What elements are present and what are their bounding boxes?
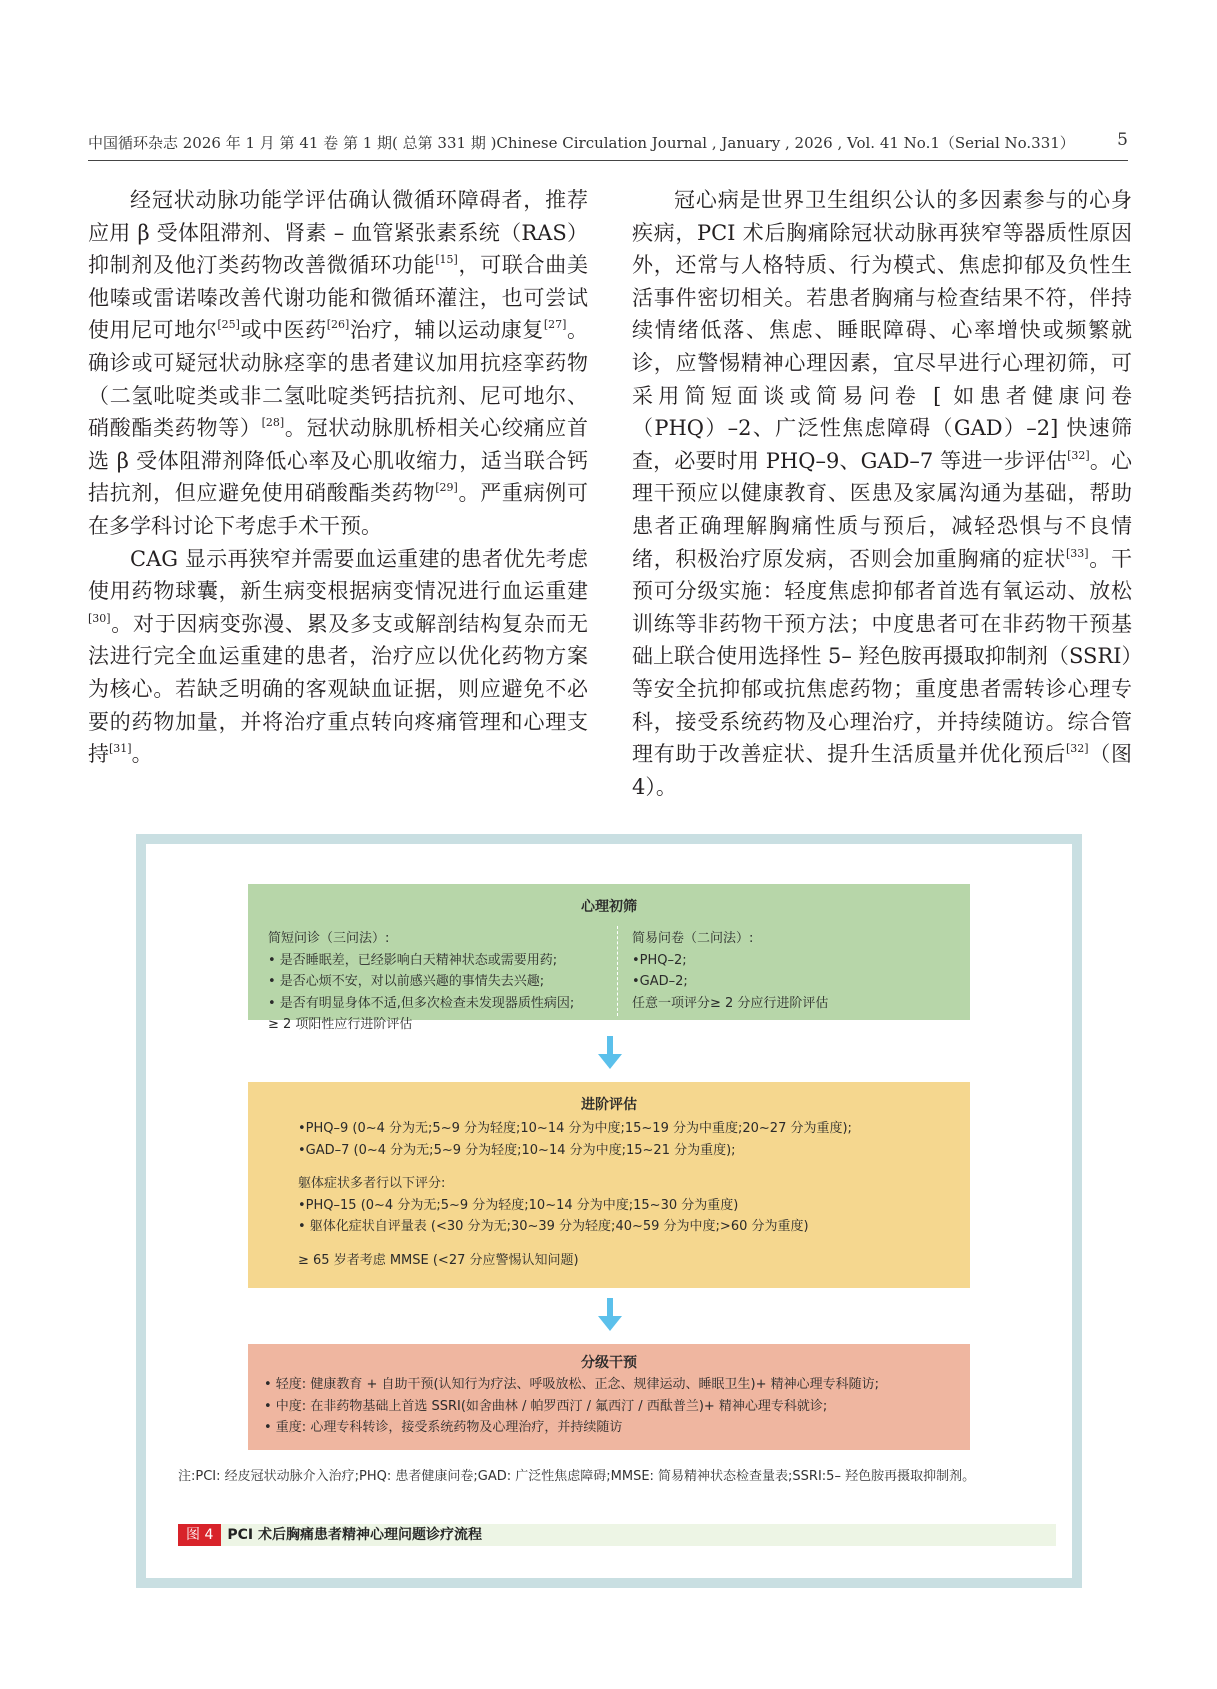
text-run: 治疗，辅以运动康复	[349, 318, 544, 343]
intervention-item-moderate: • 中度: 在非药物基础上首选 SSRI(如舍曲林 / 帕罗西汀 / 氟西汀 / 西酞普兰)+ 精神心理专科就诊;	[264, 1398, 828, 1414]
citation: [32]	[1066, 742, 1089, 756]
down-arrow-icon	[595, 1036, 625, 1070]
right-column	[632, 184, 1132, 803]
citation: [33]	[1066, 546, 1089, 560]
questionnaire-item: •GAD–2;	[632, 974, 688, 989]
screening-box	[248, 884, 970, 1032]
running-head-text: 中国循环杂志 2026 年 1 月 第 41 卷 第 1 期( 总第 331 期 )Chinese Circulation Journal , January , 2026 , Vol. 41 No.1（Serial No.331）	[88, 134, 1075, 152]
screening-title: 心理初筛	[581, 899, 637, 915]
figure-caption	[178, 1524, 1056, 1546]
intervention-item-mild: • 轻度: 健康教育 + 自助干预(认知行为疗法、呼吸放松、正念、规律运动、睡眠卫生)+ 精神心理专科随访;	[264, 1377, 880, 1392]
text-run: 。冠状动脉肌桥相关心绞痛应首选 β 受体阻滞剂降低心率及心肌收缩力，适当联合钙拮抗剂，但应避免使用硝酸酯类药物	[88, 416, 589, 506]
citation: [15]	[435, 253, 458, 267]
advanced-title: 进阶评估	[581, 1097, 637, 1113]
text-run: 。确诊或可疑冠状动脉痉挛的患者建议加用抗痉挛药物（二氢吡啶类或非二氢吡啶类钙拮抗剂、尼可地尔、硝酸酯类药物等）	[88, 318, 589, 441]
citation: [31]	[109, 742, 132, 756]
brief-interview-heading: 简短问诊（三问法）:	[268, 931, 390, 946]
text-run: 。	[131, 742, 153, 767]
right-paragraph-1	[632, 184, 1132, 803]
intervention-body	[264, 1374, 879, 1439]
questionnaire-heading: 简易问卷（二问法）:	[632, 931, 754, 946]
down-arrow-icon	[595, 1298, 625, 1332]
citation: [29]	[435, 481, 458, 495]
text-run: 。心理干预应以健康教育、医患及家属沟通为基础，帮助患者正确理解胸痛性质与预后，减轻恐惧与不良情绪，积极治疗原发病，否则会加重胸痛的症状	[632, 448, 1132, 571]
citation: [32]	[1067, 448, 1090, 462]
text-run: 或中医药	[239, 318, 327, 343]
scale-line: •PHQ–9 (0~4 分为无;5~9 分为轻度;10~14 分为中度;15~19 分为中重度;20~27 分为重度);	[298, 1121, 852, 1136]
left-paragraph-2	[88, 543, 588, 771]
citation: [28]	[261, 416, 285, 430]
graded-intervention-box	[248, 1344, 970, 1450]
text-run: 冠心病是世界卫生组织公认的多因素参与的心身疾病，PCI 术后胸痛除冠状动脉再狭窄等器质性原因外，还常与人格特质、行为模式、焦虑抑郁及负性生活事件密切相关。若患者胸痛与检查结果不符，伴持续情绪低落、焦虑、睡眠障碍、心率增快或频繁就诊，应警惕精神心理因素，宜尽早进行心理初筛，可采用简短面谈或简易问卷 [ 如患者健康问卷（PHQ）–2、广泛性焦虑障碍（GAD）–2] 快速筛查，必要时用 PHQ–9、GAD–7 等进一步评估	[632, 188, 1132, 473]
left-paragraph-1	[88, 184, 588, 543]
intervention-title: 分级干预	[581, 1355, 637, 1371]
header-rule	[88, 160, 1128, 161]
text-run: ，可联合曲美他嗪或雷诺嗪改善代谢功能和微循环灌注，也可尝试使用尼可地尔	[88, 253, 588, 343]
citation: [26]	[326, 318, 350, 332]
citation: [30]	[88, 611, 111, 625]
questionnaire-rule: 任意一项评分≥ 2 分应行进阶评估	[632, 995, 829, 1011]
scale-line: •PHQ–15 (0~4 分为无;5~9 分为轻度;10~14 分为中度;15~30 分为重度)	[298, 1197, 739, 1213]
advanced-assessment-box	[248, 1082, 970, 1288]
figure-4	[146, 844, 1072, 1578]
text-run: 经冠状动脉功能学评估确认微循环障碍者，推荐应用 β 受体阻滞剂、肾素 – 血管紧张素系统（RAS）抑制剂及他汀类药物改善微循环功能	[88, 188, 588, 278]
advanced-body	[298, 1118, 852, 1271]
left-column	[88, 184, 588, 771]
brief-interview	[268, 928, 610, 1036]
text-run: 。干预可分级实施：轻度焦虑抑郁者首选有氧运动、放松训练等非药物干预方法；中度患者可在非药物干预基础上联合使用选择性 5– 羟色胺再摄取抑制剂（SSRI）等安全抗抑郁或抗焦虑药物；重度患者需转诊心理专科，接受系统药物及心理治疗，并持续随访。综合管理有助于改善症状、提升生活质量并优化预后	[632, 546, 1133, 767]
screening-divider	[617, 926, 618, 1016]
text-run: （图 4）。	[632, 742, 1133, 799]
brief-interview-item: • 是否有明显身体不适,但多次检查未发现器质性病因;	[268, 995, 575, 1011]
elderly-mmse-line: ≥ 65 岁者考虑 MMSE (<27 分应警惕认知问题)	[298, 1252, 579, 1268]
citation: [25]	[217, 318, 240, 332]
text-run: 。对于因病变弥漫、累及多支或解剖结构复杂而无法进行完全血运重建的患者，治疗应以优化药物方案为核心。若缺乏明确的客观缺血证据，则应避免不必要的药物加量，并将治疗重点转向疼痛管理和心理支持	[88, 611, 588, 767]
intervention-item-severe: • 重度: 心理专科转诊，接受系统药物及心理治疗，并持续随访	[264, 1420, 623, 1435]
figure-caption-text: PCI 术后胸痛患者精神心理问题诊疗流程	[227, 1527, 482, 1543]
brief-interview-item: • 是否心烦不安，对以前感兴趣的事情失去兴趣;	[268, 974, 545, 989]
figure-4-frame	[136, 834, 1082, 1588]
scale-line: • 躯体化症状自评量表 (<30 分为无;30~39 分为轻度;40~59 分为中度;>60 分为重度)	[298, 1219, 809, 1234]
simple-questionnaire	[632, 928, 952, 1014]
questionnaire-item: •PHQ–2;	[632, 952, 687, 968]
scale-line: •GAD–7 (0~4 分为无;5~9 分为轻度;10~14 分为中度;15~21 分为重度);	[298, 1142, 736, 1158]
text-run: 。严重病例可在多学科讨论下考虑手术干预。	[88, 481, 588, 538]
figure-label: 图 4	[178, 1524, 221, 1546]
somatic-heading: 躯体症状多者行以下评分:	[298, 1176, 446, 1191]
brief-interview-rule: ≥ 2 项阳性应行进阶评估	[268, 1017, 413, 1032]
page-number: 5	[1117, 130, 1128, 150]
citation: [27]	[543, 318, 567, 332]
running-header	[88, 132, 1128, 153]
text-run: CAG 显示再狭窄并需要血运重建的患者优先考虑使用药物球囊，新生病变根据病变情况进行血运重建	[88, 546, 588, 604]
brief-interview-item: • 是否睡眠差，已经影响白天精神状态或需要用药;	[268, 952, 558, 968]
figure-note: 注:PCI: 经皮冠状动脉介入治疗;PHQ: 患者健康问卷;GAD: 广泛性焦虑障碍;MMSE: 简易精神状态检查量表;SSRI:5– 羟色胺再摄取抑制剂。	[178, 1469, 976, 1484]
